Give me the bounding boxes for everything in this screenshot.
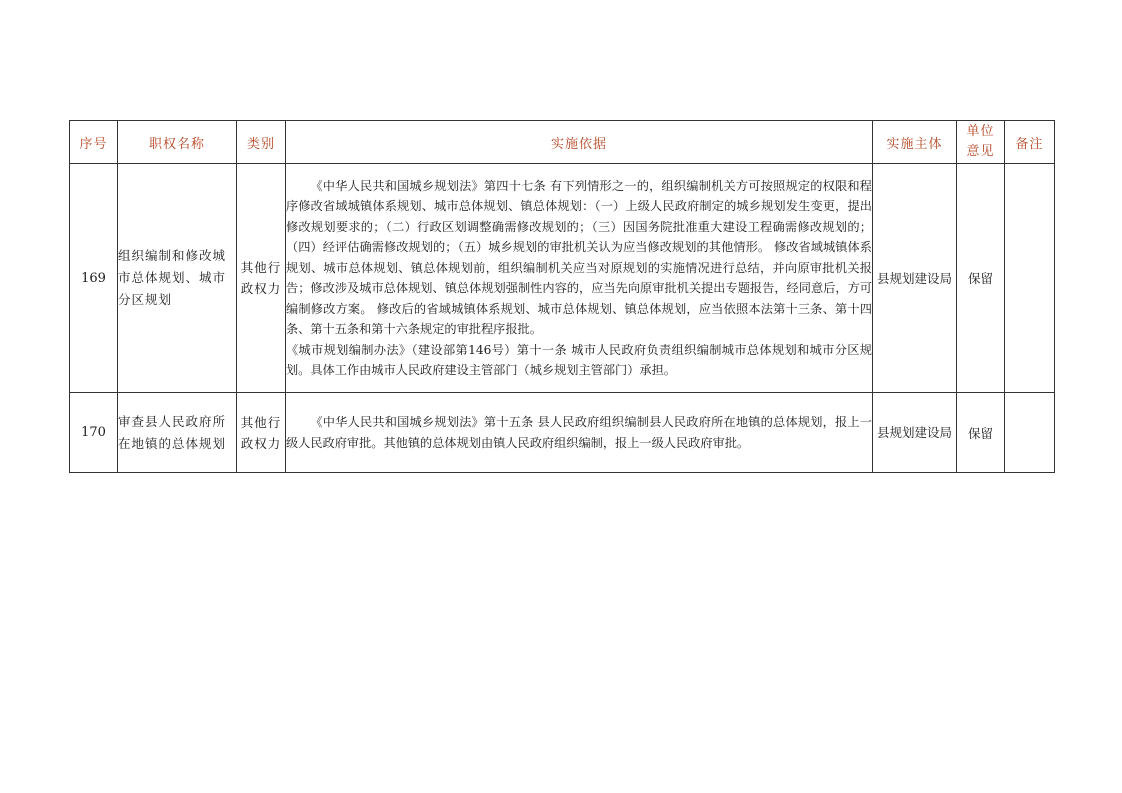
table-body — [70, 164, 1055, 473]
header-opinion-line1: 单位 — [966, 124, 995, 139]
header-name: 职权名称 — [118, 121, 237, 164]
cell-category: 其他行政权力 — [237, 393, 286, 473]
table-row — [70, 393, 1055, 473]
header-seq: 序号 — [70, 121, 118, 164]
cell-basis — [286, 393, 873, 473]
cell-opinion: 保留 — [957, 164, 1005, 393]
cell-remark — [1005, 164, 1055, 393]
table-row — [70, 164, 1055, 393]
header-row — [70, 121, 1055, 164]
cell-name: 审查县人民政府所在地镇的总体规划 — [118, 393, 237, 473]
header-subject: 实施主体 — [873, 121, 957, 164]
basis-paragraph: 《城市规划编制办法》（建设部第146号）第十一条 城市人民政府负责组织编制城市总体规划和城市分区规划。具体工作由城市人民政府建设主管部门（城乡规划主管部门）承担。 — [286, 342, 872, 377]
basis-paragraph: 《中华人民共和国城乡规划法》第四十七条 有下列情形之一的，组织编制机关方可按照规定的权限和程序修改省域城镇体系规划、城市总体规划、镇总体规划：（一）上级人民政府制定的城乡规划发生变更，提出修改规划要求的；（二）行政区划调整确需修改规划的；（三）因国务院批准重大建设工程确需修改规划的；（四）经评估确需修改规划的；（五）城乡规划的审批机关认为应当修改规划的其他情形。 修改省域城镇体系规划、城市总体规划、镇总体规划前，组织编制机关应当对原规划的实施情况进行总结，并向原审批机关报告；修改涉及城市总体规划、镇总体规划强制性内容的，应当先向原审批机关提出专题报告，经同意后，方可编制修改方案。 修改后的省域城镇体系规划、城市总体规划、镇总体规划，应当依照本法第十三条、第十四条、第十五条和第十六条规定的审批程序报批。 — [286, 178, 872, 336]
basis-paragraph: 《中华人民共和国城乡规划法》第十五条 县人民政府组织编制县人民政府所在地镇的总体规划，报上一级人民政府审批。其他镇的总体规划由镇人民政府组织编制，报上一级人民政府审批。 — [286, 415, 872, 450]
cell-remark — [1005, 393, 1055, 473]
header-remark: 备注 — [1005, 121, 1055, 164]
cell-seq: 170 — [70, 393, 118, 473]
cell-opinion: 保留 — [957, 393, 1005, 473]
power-list-table — [69, 120, 1055, 473]
cell-subject: 县规划建设局 — [873, 393, 957, 473]
cell-basis — [286, 164, 873, 393]
cell-name: 组织编制和修改城市总体规划、城市分区规划 — [118, 164, 237, 393]
table-header — [70, 121, 1055, 164]
cell-category: 其他行政权力 — [237, 164, 286, 393]
header-opinion — [957, 121, 1005, 164]
cell-subject: 县规划建设局 — [873, 164, 957, 393]
cell-seq: 169 — [70, 164, 118, 393]
header-opinion-line2: 意见 — [966, 144, 995, 159]
header-basis: 实施依据 — [286, 121, 873, 164]
header-category: 类别 — [237, 121, 286, 164]
